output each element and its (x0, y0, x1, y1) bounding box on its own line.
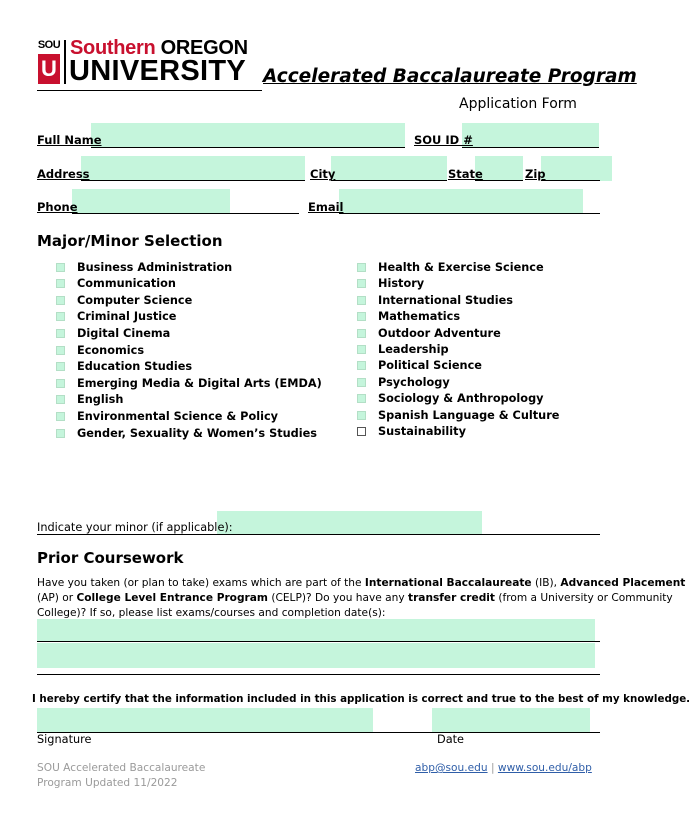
checkbox[interactable] (56, 279, 65, 288)
checkbox[interactable] (357, 378, 366, 387)
major-option-label: Leadership (378, 342, 449, 356)
major-option-label: Economics (77, 343, 145, 357)
address-line (81, 180, 305, 181)
major-option-label: English (77, 393, 124, 407)
logo-u-block: U (38, 54, 60, 84)
major-option[interactable] (357, 341, 449, 357)
coursework-bold: International Baccalaureate (364, 577, 532, 589)
major-option[interactable] (357, 424, 466, 440)
minor-line (37, 534, 600, 535)
date-input[interactable] (432, 708, 590, 732)
full-name-line (91, 147, 405, 148)
major-option-label: Communication (77, 277, 176, 291)
checkbox[interactable] (357, 345, 366, 354)
major-option[interactable] (357, 309, 460, 325)
major-option-label: Sustainability (378, 425, 466, 438)
major-option[interactable] (357, 325, 501, 341)
major-option[interactable] (56, 309, 176, 325)
logo-divider (64, 40, 66, 84)
checkbox[interactable] (56, 379, 65, 388)
footer-email-link[interactable]: abp@sou.edu (415, 762, 488, 774)
footer-program (37, 761, 205, 791)
major-option[interactable] (56, 325, 170, 341)
logo-university: UNIVERSITY (69, 55, 247, 87)
city-input[interactable] (331, 156, 447, 181)
checkbox[interactable] (56, 329, 65, 338)
full-name-label: Full Name (37, 133, 102, 147)
coursework-line-b (37, 674, 600, 675)
checkbox[interactable] (56, 412, 65, 421)
coursework-input-1[interactable] (37, 619, 595, 641)
coursework-text: (CELP)? Do you have any (267, 592, 409, 604)
checkbox[interactable] (357, 279, 366, 288)
sou-id-input[interactable] (462, 123, 599, 148)
coursework-bold: College Level Entrance Program (76, 592, 268, 604)
major-option-label: History (378, 277, 425, 291)
checkbox[interactable] (56, 312, 65, 321)
checkbox[interactable] (56, 395, 65, 404)
zip-label: Zip (525, 167, 546, 181)
coursework-title: Prior Coursework (37, 549, 184, 567)
major-option[interactable] (56, 259, 232, 275)
major-option-label: Computer Science (77, 293, 193, 307)
logo-southern: Southern (70, 37, 156, 59)
major-option-label: Gender, Sexuality & Women’s Studies (77, 426, 318, 440)
major-option-label: International Studies (378, 293, 513, 307)
major-option-label: Emerging Media & Digital Arts (EMDA) (77, 376, 322, 390)
major-option[interactable] (56, 292, 192, 308)
major-option[interactable] (56, 375, 322, 391)
city-label: City (310, 167, 336, 181)
checkbox[interactable] (357, 263, 366, 272)
major-option[interactable] (357, 292, 513, 308)
phone-line (72, 213, 299, 214)
coursework-text: (from a University or Community (494, 592, 673, 604)
major-option-label: Business Administration (77, 260, 233, 274)
city-line (331, 180, 447, 181)
coursework-line-3: College)? If so, please list exams/courses and completion date(s): (37, 607, 386, 619)
program-title: Accelerated Baccalaureate Program (263, 66, 637, 87)
checkbox[interactable] (357, 329, 366, 338)
major-option[interactable] (56, 425, 317, 441)
major-option[interactable] (56, 392, 123, 408)
major-option[interactable] (56, 359, 192, 375)
major-option[interactable] (357, 407, 559, 423)
phone-input[interactable] (72, 189, 230, 214)
full-name-input[interactable] (91, 123, 405, 148)
footer-line-2: Program Updated 11/2022 (37, 777, 178, 789)
major-option-label: Political Science (378, 359, 482, 373)
coursework-text: (AP) or (37, 592, 77, 604)
sou-id-line (462, 147, 599, 148)
date-label: Date (437, 733, 465, 746)
coursework-text: Have you taken (or plan to take) exams which are part of the (37, 577, 365, 589)
checkbox[interactable] (56, 362, 65, 371)
footer-line-1: SOU Accelerated Baccalaureate (37, 762, 206, 774)
signature-input[interactable] (37, 708, 373, 732)
major-option-label: Digital Cinema (77, 326, 171, 340)
major-option[interactable] (56, 276, 176, 292)
footer-separator: | (490, 762, 495, 774)
major-option-label: Health & Exercise Science (378, 260, 544, 274)
major-option[interactable] (357, 259, 544, 275)
major-option[interactable] (56, 342, 144, 358)
coursework-line-1 (37, 576, 686, 591)
title-rule (37, 90, 262, 91)
checkbox[interactable] (357, 296, 366, 305)
major-option[interactable] (357, 391, 544, 407)
major-option-label: Sociology & Anthropology (378, 392, 544, 406)
email-line (339, 213, 600, 214)
major-section-title: Major/Minor Selection (37, 232, 223, 250)
major-option[interactable] (357, 276, 424, 292)
coursework-input-2[interactable] (37, 643, 595, 668)
certify-statement: I hereby certify that the information included in this application is correct and true to the best of my knowledge. (32, 693, 690, 705)
major-option[interactable] (56, 408, 278, 424)
signature-label: Signature (37, 733, 92, 746)
email-input[interactable] (339, 189, 583, 214)
logo-oregon: OREGON (160, 37, 248, 59)
state-label: State (448, 167, 483, 181)
major-option[interactable] (357, 374, 450, 390)
coursework-line-a (37, 641, 600, 642)
major-option-label: Psychology (378, 375, 450, 389)
major-option[interactable] (357, 358, 482, 374)
logo-mark-text: SOU (37, 39, 61, 51)
checkbox[interactable] (56, 429, 65, 438)
email-label: Email (308, 200, 344, 214)
form-title: Application Form (459, 96, 577, 112)
coursework-bold: Advanced Placement (560, 577, 686, 589)
phone-label: Phone (37, 200, 78, 214)
major-option-label: Mathematics (378, 310, 461, 324)
footer-website-link[interactable]: www.sou.edu/abp (497, 762, 592, 774)
coursework-bold: transfer credit (408, 592, 495, 604)
major-option-label: Education Studies (77, 360, 193, 374)
minor-input[interactable] (217, 511, 482, 535)
major-option-label: Spanish Language & Culture (378, 408, 560, 422)
coursework-question (37, 576, 686, 621)
checkbox[interactable] (357, 427, 366, 436)
signature-line (37, 732, 600, 733)
checkbox[interactable] (56, 296, 65, 305)
major-option-label: Outdoor Adventure (378, 326, 501, 340)
checkbox[interactable] (56, 263, 65, 272)
checkbox[interactable] (56, 346, 65, 355)
checkbox[interactable] (357, 361, 366, 370)
major-option-label: Criminal Justice (77, 310, 177, 324)
sou-logo (37, 39, 262, 86)
minor-label: Indicate your minor (if applicable): (37, 521, 233, 534)
major-option-label: Environmental Science & Policy (77, 409, 279, 423)
checkbox[interactable] (357, 312, 366, 321)
coursework-text: (IB), (531, 577, 561, 589)
zip-input[interactable] (541, 156, 612, 181)
zip-line (541, 180, 600, 181)
address-label: Address (37, 167, 90, 181)
logo-mark (37, 39, 61, 85)
address-input[interactable] (81, 156, 305, 181)
checkbox[interactable] (357, 394, 366, 403)
coursework-line-2 (37, 591, 673, 606)
checkbox[interactable] (357, 411, 366, 420)
footer-contact (415, 761, 592, 776)
sou-id-label: SOU ID # (414, 133, 473, 147)
